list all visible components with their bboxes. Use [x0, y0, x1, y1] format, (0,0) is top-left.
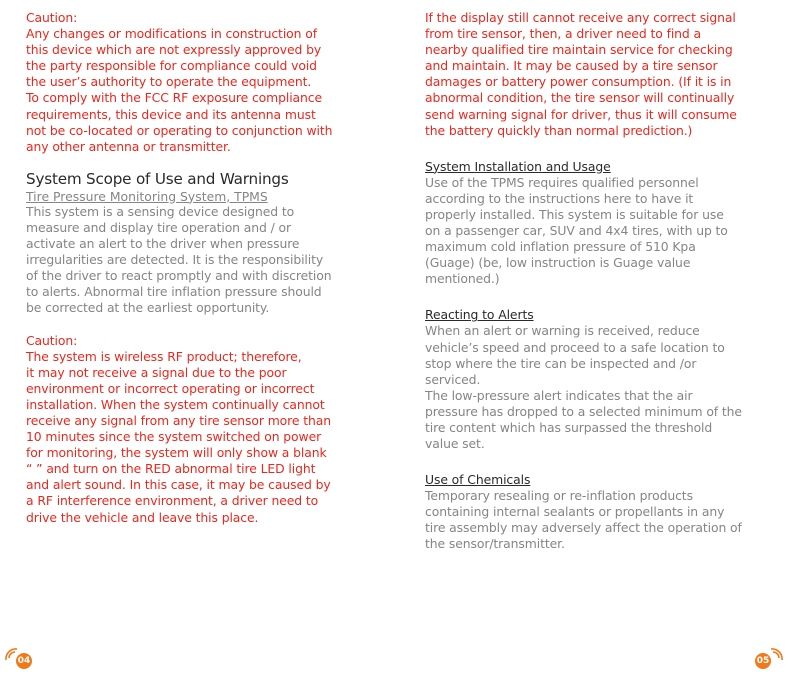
text-line: value set. [425, 436, 485, 452]
chemicals-section [425, 472, 780, 552]
text-line: measure and display tire operation and / or [26, 219, 292, 235]
text-line: The low-pressure alert indicates that the air [425, 387, 693, 403]
text-line: activate an alert to the driver when pressure [26, 236, 300, 252]
text-line: The system is wireless RF product; therefore, [26, 348, 302, 364]
text-line: damages or battery power consumption. (If it is in [425, 74, 732, 90]
caution-heading: Caution: [26, 10, 78, 25]
caution-block-2 [26, 333, 382, 526]
text-line: (Guage) (be, low instruction is Guage value [425, 255, 691, 271]
section-body [425, 175, 780, 288]
text-line: This system is a sensing device designed to [26, 203, 295, 219]
continued-caution-text [425, 10, 780, 139]
text-line: any other antenna or transmitter. [26, 138, 231, 154]
text-line: pressure has dropped to a selected minimum of the [425, 403, 742, 419]
page-number-left [5, 648, 37, 670]
text-line: To comply with the FCC RF exposure compliance [26, 90, 323, 106]
text-line: it may not receive a signal due to the poor [26, 364, 287, 380]
section-body [425, 323, 780, 452]
text-line: not be co-located or operating to conjunction with [26, 122, 333, 138]
section-subtitle: Tire Pressure Monitoring System, TPMS [26, 188, 268, 204]
text-line: When an alert or warning is received, reduce [425, 323, 700, 339]
caution-heading: Caution: [26, 332, 78, 348]
text-line: If the display still cannot receive any correct signal [425, 10, 736, 25]
caution-text [26, 26, 382, 155]
text-line: Any changes or modifications in construction of [26, 26, 317, 42]
text-line: vehicle’s speed and proceed to a safe location to [425, 339, 725, 355]
signal-waves-icon [769, 648, 783, 664]
text-line: the party responsible for compliance could void [26, 58, 317, 74]
text-line: serviced. [425, 371, 481, 387]
text-line: for monitoring, the system will only show a blank [26, 445, 327, 461]
page-number-badge: 04 [16, 653, 32, 669]
text-line: the battery quickly than normal prediction.) [425, 122, 693, 138]
section-heading: Use of Chemicals [425, 472, 531, 488]
text-line: Use of the TPMS requires qualified personnel [425, 174, 699, 190]
text-line: send warning signal for driver, thus it will consume [425, 106, 737, 122]
caution-block-1 [26, 10, 382, 155]
text-line: irregularities are detected. It is the responsibility [26, 252, 324, 268]
left-page [26, 10, 382, 526]
text-line: properly installed. This system is suitable for use [425, 206, 724, 222]
text-line: and alert sound. In this case, it may be caused by [26, 477, 331, 493]
text-line: abnormal condition, the tire sensor will continually [425, 90, 735, 106]
section-heading: Reacting to Alerts [425, 307, 534, 323]
text-line: maximum cold inflation pressure of 510 Kpa [425, 239, 696, 255]
text-line: on a passenger car, SUV and 4x4 tires, with up to [425, 223, 728, 239]
installation-section [425, 159, 780, 288]
text-line: 10 minutes since the system switched on power [26, 429, 322, 445]
section-body [425, 488, 780, 552]
page-number-badge: 05 [755, 653, 771, 669]
text-line: Temporary resealing or re-inflation products [425, 488, 693, 504]
text-line: drive the vehicle and leave this place. [26, 509, 259, 525]
scope-section [26, 169, 382, 317]
text-line: this device which are not expressly approved by [26, 42, 322, 58]
text-line: stop where the tire can be inspected and /or [425, 355, 697, 371]
text-line: nearby qualified tire maintain service for checking [425, 42, 733, 58]
text-line: requirements, this device and its antenna must [26, 106, 316, 122]
caution-text [26, 349, 382, 526]
text-line: the sensor/transmitter. [425, 536, 565, 552]
text-line: a RF interference environment, a driver need to [26, 493, 319, 509]
text-line: “ ” and turn on the RED abnormal tire LED light [26, 461, 316, 477]
section-body [26, 204, 382, 317]
page-number-right [752, 648, 784, 670]
right-page [425, 10, 780, 553]
text-line: installation. When the system continually cannot [26, 396, 325, 412]
text-line: according to the instructions here to have it [425, 190, 694, 206]
text-line: and maintain. It may be caused by a tire sensor [425, 58, 718, 74]
text-line: of the driver to react promptly and with discretion [26, 268, 332, 284]
text-line: to alerts. Abnormal tire inflation pressure should [26, 284, 322, 300]
text-line: be corrected at the earliest opportunity. [26, 300, 270, 316]
text-line: from tire sensor, then, a driver need to find a [425, 26, 702, 42]
text-line: receive any signal from any tire sensor more than [26, 412, 331, 428]
text-line: tire assembly may adversely affect the operation of [425, 520, 742, 536]
section-title: System Scope of Use and Warnings [26, 169, 289, 188]
text-line: the user’s authority to operate the equipment. [26, 74, 312, 90]
section-heading: System Installation and Usage [425, 158, 611, 174]
text-line: environment or incorrect operating or incorrect [26, 380, 315, 396]
text-line: tire content which has surpassed the threshold [425, 419, 713, 435]
text-line: containing internal sealants or propellants in any [425, 504, 725, 520]
text-line: mentioned.) [425, 271, 500, 287]
alerts-section [425, 307, 780, 452]
